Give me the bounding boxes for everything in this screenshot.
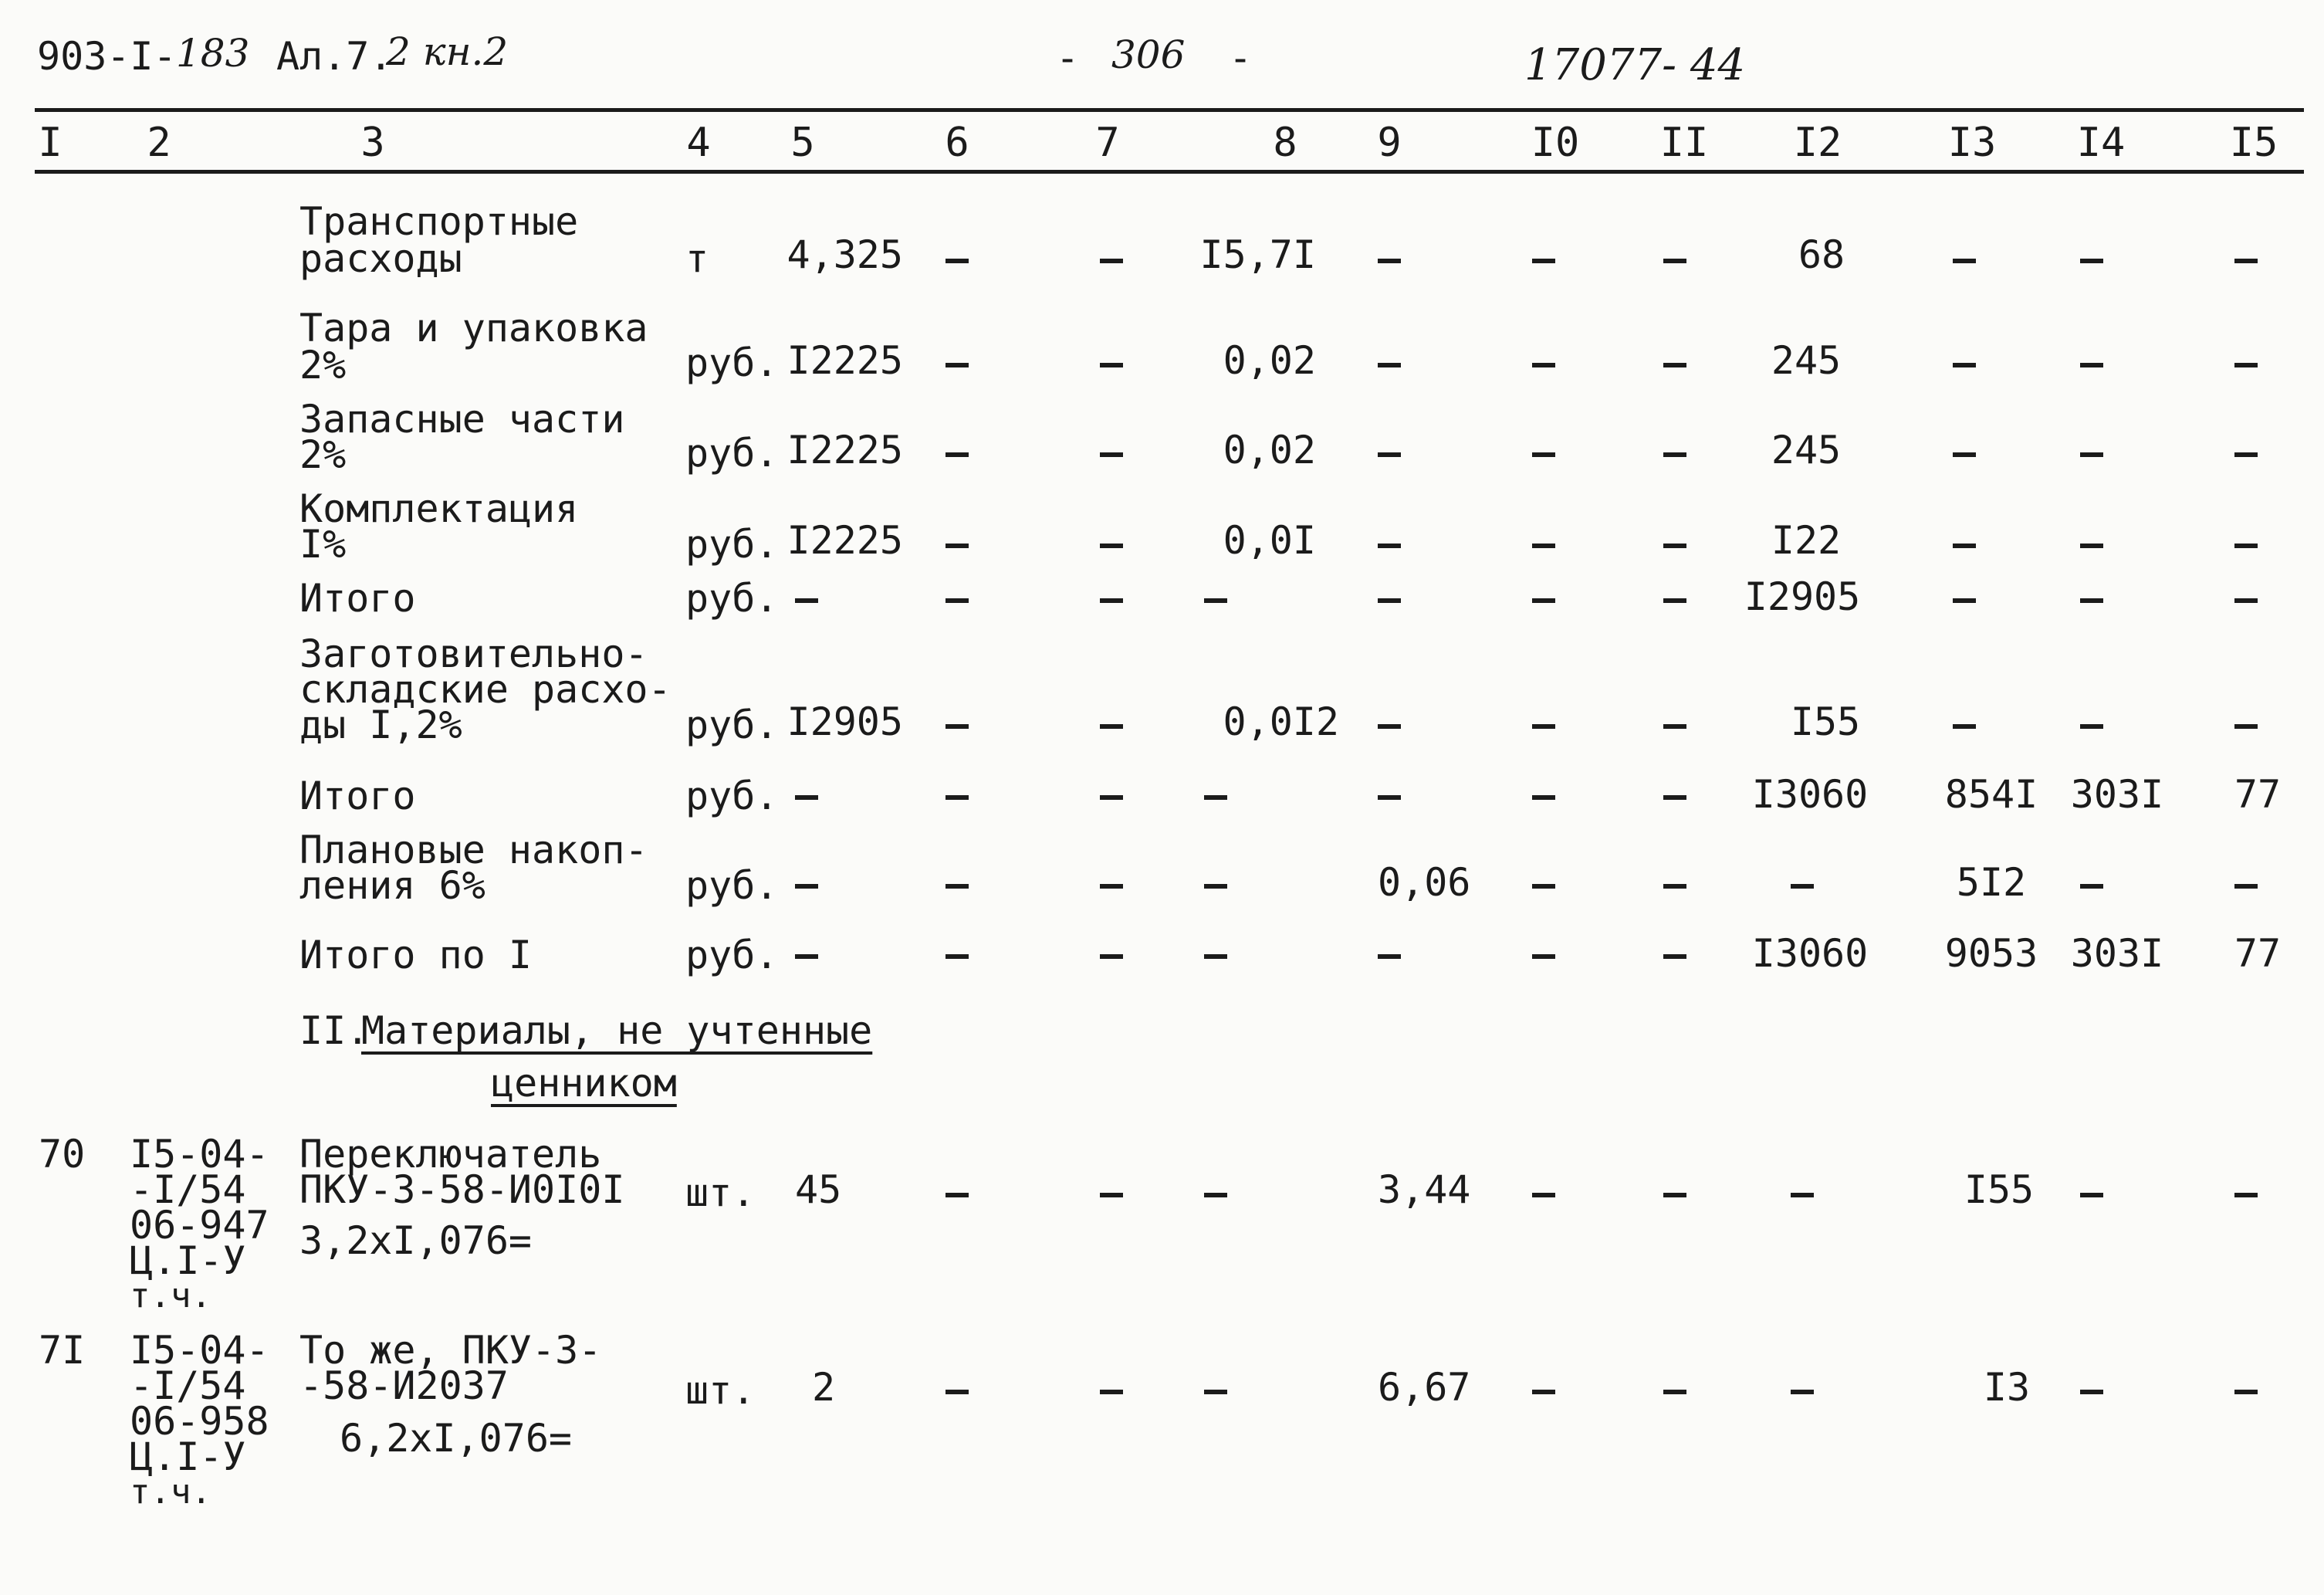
header-rule-bottom [35, 170, 2304, 174]
empty-dash [1378, 598, 1401, 603]
row-name-line: Комплектация [299, 486, 579, 531]
row-quantity: 4,325 [787, 232, 903, 277]
empty-dash [1663, 363, 1686, 367]
empty-dash [1532, 1390, 1555, 1394]
section-title-line: Материалы, не учтенные [361, 1008, 873, 1053]
item-name-line: ПКУ-3-58-И0I0I [299, 1167, 625, 1212]
row-col12: I55 [1790, 699, 1861, 744]
empty-dash [945, 544, 969, 548]
item-col9: 3,44 [1378, 1167, 1471, 1212]
empty-dash [2080, 544, 2103, 548]
item-number: 7I [39, 1328, 86, 1373]
empty-dash [1378, 452, 1401, 457]
empty-dash [1532, 259, 1555, 263]
empty-dash [945, 452, 969, 457]
col-head-12: I2 [1793, 120, 1842, 166]
empty-dash [1791, 884, 1814, 889]
empty-dash [2234, 544, 2258, 548]
col-head-1: I [38, 120, 63, 166]
row-col13: 5I2 [1956, 860, 2027, 905]
row-name-line: Транспортные [299, 199, 579, 244]
empty-dash [795, 954, 818, 959]
empty-dash [1953, 598, 1976, 603]
empty-dash [1532, 363, 1555, 367]
row-quantity: I2905 [787, 699, 903, 744]
empty-dash [1532, 544, 1555, 548]
empty-dash [1791, 1193, 1814, 1197]
empty-dash [1204, 795, 1227, 800]
empty-dash [1663, 795, 1686, 800]
col-head-11: II [1659, 120, 1709, 166]
item-col13: I3 [1983, 1365, 2031, 1410]
item-quantity: 2 [812, 1365, 836, 1410]
col-head-13: I3 [1947, 120, 1997, 166]
empty-dash [945, 259, 969, 263]
empty-dash [1378, 544, 1401, 548]
row-unit: руб. [685, 522, 779, 567]
empty-dash [2080, 1390, 2103, 1394]
row-col13: 9053 [1944, 931, 2038, 976]
row-col12: I3060 [1751, 772, 1869, 817]
row-unit: т [685, 236, 709, 281]
empty-dash [1100, 1193, 1123, 1197]
album-handwritten: 2 кн.2 [386, 29, 509, 74]
row-name-line: Заготовительно- [299, 632, 648, 676]
empty-dash [795, 884, 818, 889]
row-col8: I5,7I [1199, 232, 1316, 277]
empty-dash [1532, 598, 1555, 603]
empty-dash [945, 1390, 969, 1394]
row-col12: 245 [1771, 428, 1842, 472]
col-head-14: I4 [2076, 120, 2126, 166]
col-head-4: 4 [686, 120, 711, 166]
empty-dash [945, 1193, 969, 1197]
empty-dash [1663, 544, 1686, 548]
empty-dash [1100, 452, 1123, 457]
col-head-9: 9 [1377, 120, 1402, 166]
header-rule-top [35, 108, 2304, 112]
row-name-line: 2% [299, 343, 347, 388]
row-col12: I22 [1771, 518, 1842, 563]
row-unit: руб. [685, 703, 779, 747]
empty-dash [1100, 598, 1123, 603]
empty-dash [945, 363, 969, 367]
empty-dash [2234, 724, 2258, 729]
empty-dash [1791, 1390, 1814, 1394]
col-head-5: 5 [790, 120, 815, 166]
empty-dash [2234, 1390, 2258, 1394]
item-name-line: То же, ПКУ-3- [299, 1328, 602, 1373]
empty-dash [1663, 259, 1686, 263]
empty-dash [1953, 544, 1976, 548]
item-unit: шт. [685, 1368, 756, 1413]
col-head-15: I5 [2229, 120, 2278, 166]
row-col14: 303I [2070, 772, 2164, 817]
empty-dash [1100, 544, 1123, 548]
item-name-line: Переключатель [299, 1132, 602, 1177]
row-name-line: I% [299, 522, 347, 567]
col-head-3: 3 [360, 120, 385, 166]
row-name-line: ления 6% [299, 863, 485, 908]
item-code-line: Ц.I-У [130, 1434, 246, 1479]
section-title-line: ценником [491, 1061, 677, 1106]
empty-dash [1100, 954, 1123, 959]
empty-dash [2234, 363, 2258, 367]
item-code-line: т.ч. [130, 1472, 211, 1512]
empty-dash [1953, 724, 1976, 729]
reference-handwritten: 17077- 44 [1524, 40, 1746, 90]
empty-dash [2234, 598, 2258, 603]
empty-dash [1953, 259, 1976, 263]
empty-dash [1378, 259, 1401, 263]
empty-dash [2080, 884, 2103, 889]
row-name-line: Плановые накоп- [299, 828, 648, 872]
empty-dash [1378, 363, 1401, 367]
empty-dash [2080, 259, 2103, 263]
row-col12: I2905 [1744, 574, 1861, 619]
empty-dash [945, 954, 969, 959]
empty-dash [1378, 724, 1401, 729]
item-calc: 6,2xI,076= [340, 1416, 573, 1461]
empty-dash [1663, 1390, 1686, 1394]
empty-dash [1100, 1390, 1123, 1394]
row-col8: 0,02 [1223, 428, 1316, 472]
empty-dash [945, 795, 969, 800]
col-head-10: I0 [1531, 120, 1580, 166]
row-quantity: I2225 [787, 428, 903, 472]
empty-dash [795, 795, 818, 800]
col-head-6: 6 [945, 120, 969, 166]
row-col13: 854I [1944, 772, 2038, 817]
empty-dash [2234, 259, 2258, 263]
empty-dash [1532, 884, 1555, 889]
empty-dash [1100, 724, 1123, 729]
row-name-line: ды I,2% [299, 703, 462, 747]
empty-dash [1953, 452, 1976, 457]
row-col8: 0,0I [1223, 518, 1316, 563]
item-col9: 6,67 [1378, 1365, 1471, 1410]
row-name-line: Итого по I [299, 933, 533, 977]
item-calc: 3,2xI,076= [299, 1218, 533, 1263]
row-unit: руб. [685, 431, 779, 476]
empty-dash [1532, 452, 1555, 457]
empty-dash [1663, 1193, 1686, 1197]
row-name-line: Запасные части [299, 397, 625, 442]
row-name-line: 2% [299, 432, 347, 477]
empty-dash [945, 598, 969, 603]
row-name-line: Итого [299, 576, 416, 621]
empty-dash [1532, 795, 1555, 800]
empty-dash [945, 884, 969, 889]
row-col12: 68 [1798, 232, 1845, 277]
row-unit: руб. [685, 933, 779, 977]
row-name-line: расходы [299, 236, 462, 281]
empty-dash [2080, 724, 2103, 729]
row-col8: 0,0I2 [1223, 699, 1339, 744]
col-head-2: 2 [147, 120, 171, 166]
row-name-line: складские расхо- [299, 667, 671, 712]
item-code-line: Ц.I-У [130, 1238, 246, 1283]
page-number-handwritten: 306 [1111, 32, 1186, 77]
row-name-line: Тара и упаковка [299, 306, 648, 350]
item-code-line: I5-04- [130, 1132, 269, 1177]
empty-dash [1100, 259, 1123, 263]
row-col15: 77 [2234, 931, 2282, 976]
row-unit: руб. [685, 774, 779, 818]
empty-dash [1204, 954, 1227, 959]
row-col9: 0,06 [1378, 860, 1471, 905]
empty-dash [1204, 884, 1227, 889]
col-head-8: 8 [1273, 120, 1297, 166]
doc-number-handwritten: 183 [176, 31, 250, 76]
empty-dash [2080, 363, 2103, 367]
doc-code: 903-I- [37, 34, 177, 79]
item-code-line: 06-958 [130, 1399, 269, 1444]
col-head-7: 7 [1095, 120, 1120, 166]
item-unit: шт. [685, 1170, 756, 1215]
item-number: 70 [39, 1132, 86, 1177]
item-code-line: -I/54 [130, 1167, 246, 1212]
empty-dash [1663, 452, 1686, 457]
empty-dash [1532, 724, 1555, 729]
empty-dash [2234, 1193, 2258, 1197]
empty-dash [1204, 1390, 1227, 1394]
empty-dash [1100, 363, 1123, 367]
empty-dash [1532, 954, 1555, 959]
row-quantity: I2225 [787, 518, 903, 563]
empty-dash [1663, 598, 1686, 603]
empty-dash [1100, 884, 1123, 889]
album-label: Ал.7. [276, 34, 393, 79]
row-col14: 303I [2070, 931, 2164, 976]
empty-dash [2234, 452, 2258, 457]
empty-dash [2080, 1193, 2103, 1197]
section-number: II. [299, 1008, 370, 1053]
empty-dash [1378, 795, 1401, 800]
row-col15: 77 [2234, 772, 2282, 817]
empty-dash [795, 598, 818, 603]
item-code-line: 06-947 [130, 1203, 269, 1248]
row-unit: руб. [685, 576, 779, 621]
item-code-line: I5-04- [130, 1328, 269, 1373]
page-dash-right: - [1229, 36, 1253, 80]
empty-dash [1663, 954, 1686, 959]
item-code-line: -I/54 [130, 1363, 246, 1408]
item-name-line: -58-И2037 [299, 1363, 509, 1408]
row-name-line: Итого [299, 774, 416, 818]
item-col13: I55 [1964, 1167, 2035, 1212]
empty-dash [1532, 1193, 1555, 1197]
row-quantity: I2225 [787, 338, 903, 383]
page-dash-left: - [1056, 36, 1080, 80]
empty-dash [2234, 884, 2258, 889]
empty-dash [2080, 598, 2103, 603]
empty-dash [1204, 1193, 1227, 1197]
item-code-line: т.ч. [130, 1276, 211, 1316]
row-col8: 0,02 [1223, 338, 1316, 383]
item-quantity: 45 [795, 1167, 842, 1212]
row-col12: I3060 [1751, 931, 1869, 976]
empty-dash [1953, 363, 1976, 367]
empty-dash [1100, 795, 1123, 800]
empty-dash [1663, 724, 1686, 729]
empty-dash [945, 724, 969, 729]
row-unit: руб. [685, 863, 779, 908]
row-col12: 245 [1771, 338, 1842, 383]
empty-dash [2080, 452, 2103, 457]
row-unit: руб. [685, 340, 779, 385]
empty-dash [1663, 884, 1686, 889]
empty-dash [1378, 954, 1401, 959]
empty-dash [1204, 598, 1227, 603]
